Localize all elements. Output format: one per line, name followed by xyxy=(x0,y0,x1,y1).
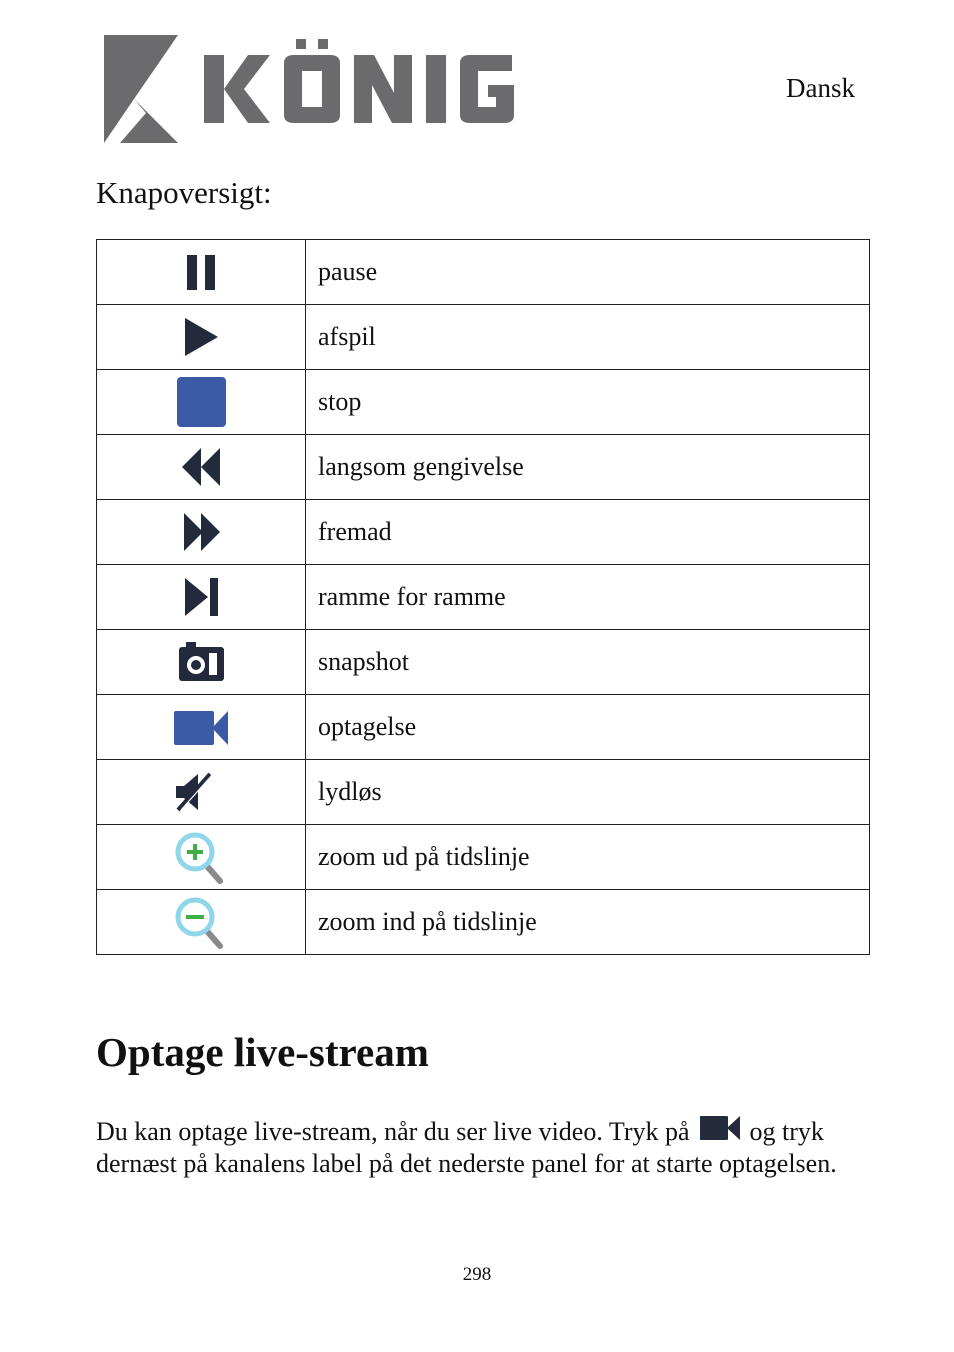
button-overview-table xyxy=(96,239,870,955)
button-overview-label: Knapoversigt: xyxy=(96,175,272,210)
play-icon xyxy=(168,305,234,369)
button-label: snapshot xyxy=(306,630,870,695)
stop-icon xyxy=(168,370,234,434)
body-text-part2: og tryk dernæst på kanalens label på det nederste panel for at starte optagelsen. xyxy=(96,1117,837,1178)
table-row xyxy=(97,500,870,565)
button-label: zoom ind på tidslinje xyxy=(306,890,870,955)
button-label: ramme for ramme xyxy=(306,565,870,630)
table-row xyxy=(97,695,870,760)
button-label: zoom ud på tidslinje xyxy=(306,825,870,890)
video-camera-icon xyxy=(700,1114,742,1142)
table-row xyxy=(97,760,870,825)
fast-forward-icon xyxy=(168,500,234,564)
button-label: pause xyxy=(306,240,870,305)
table-row xyxy=(97,565,870,630)
zoom-out-icon xyxy=(168,890,234,954)
zoom-in-icon xyxy=(168,825,234,889)
button-label: optagelse xyxy=(306,695,870,760)
language-label: Dansk xyxy=(786,73,855,103)
table-row xyxy=(97,890,870,955)
konig-logo xyxy=(98,33,518,145)
page-number: 298 xyxy=(462,1264,492,1285)
table-row xyxy=(97,435,870,500)
table-row xyxy=(97,825,870,890)
pause-icon xyxy=(168,240,234,304)
button-label: stop xyxy=(306,370,870,435)
button-label: fremad xyxy=(306,500,870,565)
section-body xyxy=(96,1114,856,1180)
rewind-icon xyxy=(168,435,234,499)
table-row xyxy=(97,305,870,370)
table-row xyxy=(97,240,870,305)
button-label: afspil xyxy=(306,305,870,370)
video-camera-icon xyxy=(168,695,234,759)
button-label: langsom gengivelse xyxy=(306,435,870,500)
section-heading: Optage live-stream xyxy=(96,1029,429,1075)
body-text-part1: Du kan optage live-stream, når du ser live video. Tryk på xyxy=(96,1117,690,1146)
button-label: lydløs xyxy=(306,760,870,825)
mute-icon xyxy=(168,760,234,824)
table-row xyxy=(97,630,870,695)
camera-icon xyxy=(168,630,234,694)
table-row xyxy=(97,370,870,435)
frame-step-icon xyxy=(168,565,234,629)
